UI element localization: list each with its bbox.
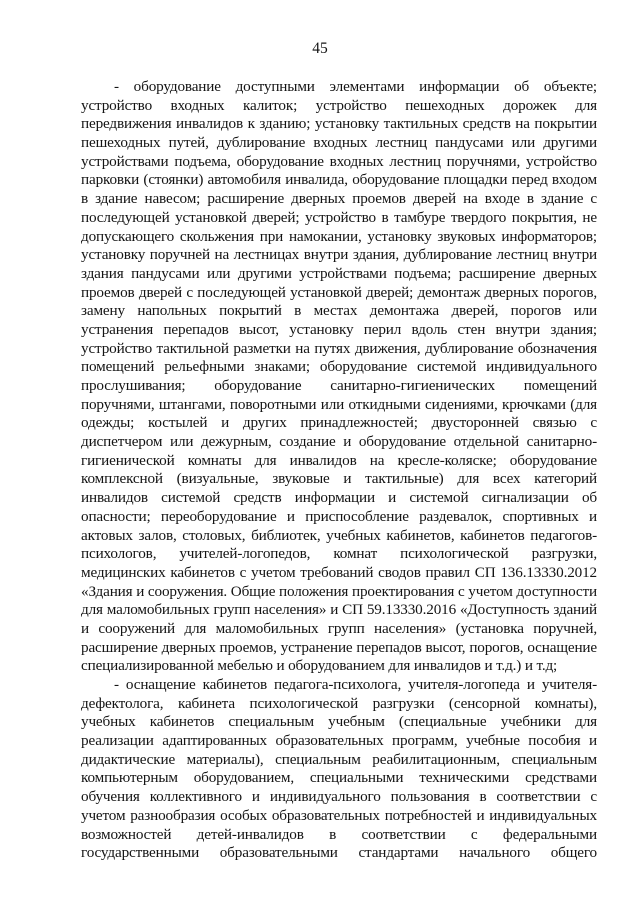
- text-line: устройство входных калиток; устройство пешеходных дорожек для: [81, 96, 597, 114]
- text-line: пешеходных путей, дублирование входных лестниц пандусами или другими: [81, 134, 597, 152]
- text-line: парковки (стоянки) автомобиля инвалида, оборудование площадки перед входом: [81, 171, 597, 189]
- text-line: инвалидов системой средств информации и системой сигнализации об: [81, 489, 597, 507]
- paragraph-classroom-equipment: [81, 676, 597, 863]
- text-line: учебных кабинетов специальным учебным (специальные учебники для: [81, 713, 597, 731]
- text-line: специализированной мебелью и оборудованием для инвалидов и т.д.) и т.д;: [81, 657, 558, 675]
- text-line: последующей установкой дверей; устройство в тамбуре твердого покрытия, не: [81, 208, 597, 226]
- text-line: устройство тактильной разметки на путях движения, дублирование обозначения: [81, 339, 597, 357]
- text-line: учетом разнообразия особых образовательных потребностей и индивидуальных: [81, 806, 597, 824]
- text-line: комплексной (визуальные, звуковые и тактильные) для всех категорий: [81, 470, 597, 488]
- text-line: - оснащение кабинетов педагога-психолога, учителя-логопеда и учителя-: [114, 676, 597, 693]
- text-line: дидактические материалы), специальным реабилитационным, специальным: [81, 750, 597, 768]
- text-line: помещений рельефными знаками; оборудование системой индивидуального: [81, 358, 597, 376]
- text-line: устранения перепадов высот, установку перил вдоль стен внутри здания;: [81, 320, 597, 338]
- text-line: диспетчером или дежурным, создание и оборудование отдельной санитарно-: [81, 433, 597, 451]
- text-line: медицинских кабинетов с учетом требований сводов правил СП 136.13330.2012: [81, 563, 597, 581]
- text-line: для маломобильных групп населения» и СП 59.13330.2016 «Доступность зданий: [81, 601, 597, 619]
- text-line: возможностей детей-инвалидов в соответствии с федеральными: [81, 825, 597, 843]
- document-body: [81, 78, 597, 863]
- text-line: дефектолога, кабинета психологической разгрузки (сенсорной комнаты),: [81, 694, 597, 712]
- text-line: устройствами подъема, оборудование входных лестниц поручнями, устройство: [81, 152, 597, 170]
- text-line: установку поручней на лестницах внутри здания, дублирование лестниц внутри: [81, 246, 597, 264]
- text-line: - оборудование доступными элементами информации об объекте;: [114, 78, 597, 95]
- text-line: передвижения инвалидов к зданию; установку тактильных средств на покрытии: [81, 115, 597, 133]
- text-line: реализации адаптированных образовательных программ, учебные пособия и: [81, 732, 597, 750]
- text-line: одежды; костылей и других принадлежностей; двусторонней связью с: [81, 414, 597, 432]
- text-line: актовых залов, столовых, библиотек, учебных кабинетов, кабинетов педагогов-: [81, 526, 597, 544]
- text-line: обучения коллективного и индивидуального пользования в соответствии с: [81, 788, 597, 806]
- text-line: расширение дверных проемов, устранение перепадов высот, порогов, оснащение: [81, 638, 597, 656]
- text-line: государственными образовательными стандартами начального общего: [81, 844, 597, 862]
- text-line: «Здания и сооружения. Общие положения проектирования с учетом доступности: [81, 582, 597, 600]
- text-line: и сооружений для маломобильных групп населения» (установка поручней,: [81, 619, 597, 637]
- text-line: замену напольных покрытий в местах демонтажа дверей, порогов или: [81, 302, 597, 320]
- text-line: опасности; переоборудование и приспособление раздевалок, спортивных и: [81, 507, 597, 525]
- text-line: допускающего скольжения при намокании, установку звуковых информаторов;: [81, 227, 597, 245]
- text-line: в здание навесом; расширение дверных проемов дверей на входе в здание с: [81, 190, 597, 208]
- page-number: 45: [312, 40, 328, 57]
- paragraph-accessibility-equipment: [81, 78, 597, 676]
- text-line: прослушивания; оборудование санитарно-гигиенических помещений: [81, 377, 597, 394]
- text-line: компьютерным оборудованием, специальными техническими средствами: [81, 769, 597, 787]
- text-line: гигиенической комнаты для инвалидов на кресле-коляске; оборудование: [81, 451, 597, 469]
- text-line: здания пандусами или другими устройствами подъема; расширение дверных: [81, 264, 597, 282]
- text-line: проемов дверей с последующей установкой дверей; демонтаж дверных порогов,: [81, 283, 597, 301]
- text-line: психологов, учителей-логопедов, комнат психологической разгрузки,: [81, 545, 597, 563]
- text-line: поручнями, штангами, поворотными или откидными сидениями, крючками (для: [81, 395, 597, 413]
